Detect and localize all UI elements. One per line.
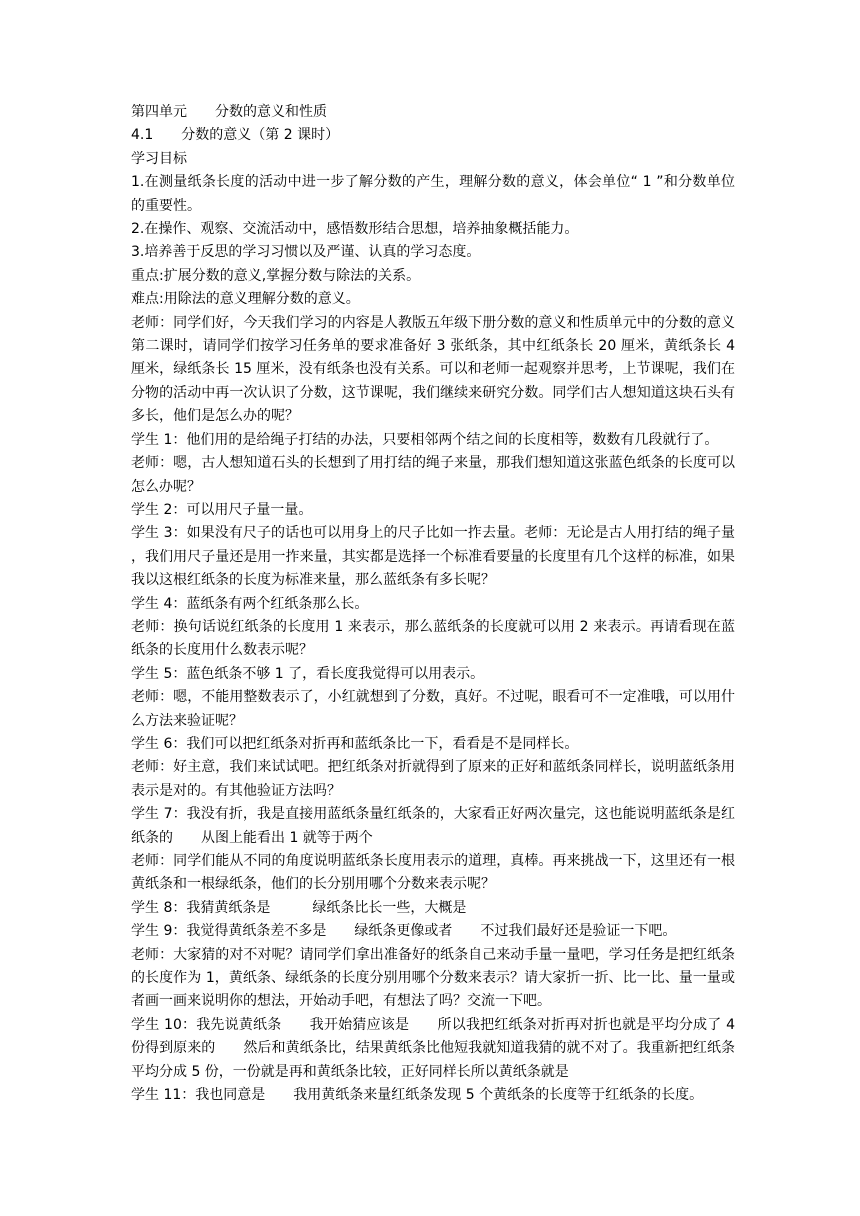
dialogue-paragraph: 学生 8：我猜黄纸条是 绿纸条比长一些，大概是 [131,899,467,916]
goal-paragraph: 1.在测量纸条长度的活动中进一步了解分数的产生，理解分数的意义，体会单位“ 1 ”和分数单位的重要性。 [131,174,735,214]
goals-title: 学习目标 [131,150,187,167]
document-page [131,101,735,1107]
dialogue-paragraph: 学生 10：我先说黄纸条 我开始猜应该是 所以我把红纸条对折再对折也就是平均分成了 4 份得到原来的 然后和黄纸条比，结果黄纸条比他短我就知道我猜的就不对了。我重新把红纸条平均分成 5 份，一份就是再和黄纸条比较，正好同样长所以黄纸条就是 [131,1016,735,1080]
dialogue-paragraph: 老师：换句话说红纸条的长度用 1 来表示，那么蓝纸条的长度就可以用 2 来表示。再请看现在蓝纸条的长度用什么数表示呢？ [131,618,735,659]
dialogue-paragraph: 学生 2：可以用尺子量一量。 [131,501,313,518]
dialogue-paragraph: 老师：嗯，古人想知道石头的长想到了用打结的绳子来量，那我们想知道这张蓝色纸条的长度可以怎么办呢？ [131,455,735,495]
dialogue-paragraph: 学生 9：我觉得黄纸条差不多是 绿纸条更像或者 不过我们最好还是验证一下吧。 [131,923,677,940]
dialogue-paragraph: 学生 7：我没有折，我是直接用蓝纸条量红纸条的，大家看正好两次量完，这也能说明蓝纸条是红纸条的 从图上能看出 1 就等于两个 [131,806,735,846]
goal-paragraph: 3.培养善于反思的学习习惯以及严谨、认真的学习态度。 [131,244,481,261]
key-point: 重点:扩展分数的意义,掌握分数与除法的关系。 [131,267,421,284]
unit-heading: 第四单元 分数的意义和性质 [131,104,327,120]
dialogue-paragraph: 学生 1：他们用的是给绳子打结的办法，只要相邻两个结之间的长度相等，数数有几段就行了。 [131,431,719,448]
dialogue-paragraph: 学生 6：我们可以把红纸条对折再和蓝纸条比一下，看看是不是同样长。 [131,735,579,752]
dialogue-paragraph: 学生 3：如果没有尺子的话也可以用身上的尺子比如一拃去量。老师：无论是古人用打结的绳子量，我们用尺子量还是用一拃来量，其实都是选择一个标准看要量的长度里有几个这样的标准，如果我以这根红纸条的长度为标准来量，那么蓝纸条有多长呢？ [131,525,735,589]
dialogue-paragraph: 老师：嗯，不能用整数表示了，小红就想到了分数，真好。不过呢，眼看可不一定准哦，可以用什么方法来验证呢？ [131,689,735,729]
dialogue-paragraph: 老师：同学们好，今天我们学习的内容是人教版五年级下册分数的意义和性质单元中的分数的意义第二课时，请同学们按学习任务单的要求准备好 3 张纸条，其中红纸条长 20 厘米，黄纸条长 4 厘米，绿纸条长 15 厘米，没有纸条也没有关系。可以和老师一起观察并思考，上节课呢，我们在分物的活动中再一次认识了分数，这节课呢，我们继续来研究分数。同学们古人想知道这块石头有多长，他们是怎么办的呢？ [131,314,735,425]
dialogue-paragraph: 老师：好主意，我们来试试吧。把红纸条对折就得到了原来的正好和蓝纸条同样长，说明蓝纸条用表示是对的。有其他验证方法吗？ [131,759,735,799]
lesson-heading: 4.1 分数的意义（第 2 课时） [131,127,340,144]
dialogue-paragraph: 学生 4：蓝纸条有两个红纸条那么长。 [131,595,369,612]
dialogue-paragraph: 老师：大家猜的对不对呢？请同学们拿出准备好的纸条自己来动手量一量吧，学习任务是把红纸条的长度作为 1，黄纸条、绿纸条的长度分别用哪个分数来表示？请大家折一折、比一比、量一量或者画一画来说明你的想法，开始动手吧，有想法了吗？交流一下吧。 [131,946,735,1010]
dialogue-paragraph: 学生 11：我也同意是 我用黄纸条来量红纸条发现 5 个黄纸条的长度等于红纸条的长度。 [131,1087,704,1104]
difficult-point: 难点:用除法的意义理解分数的意义。 [131,291,360,308]
goal-paragraph: 2.在操作、观察、交流活动中，感悟数形结合思想，培养抽象概括能力。 [131,221,579,238]
dialogue-paragraph: 老师：同学们能从不同的角度说明蓝纸条长度用表示的道理，真棒。再来挑战一下，这里还有一根黄纸条和一根绿纸条，他们的长分别用哪个分数来表示呢？ [131,853,735,893]
dialogue-paragraph: 学生 5：蓝色纸条不够 1 了，看长度我觉得可以用表示。 [131,665,485,682]
